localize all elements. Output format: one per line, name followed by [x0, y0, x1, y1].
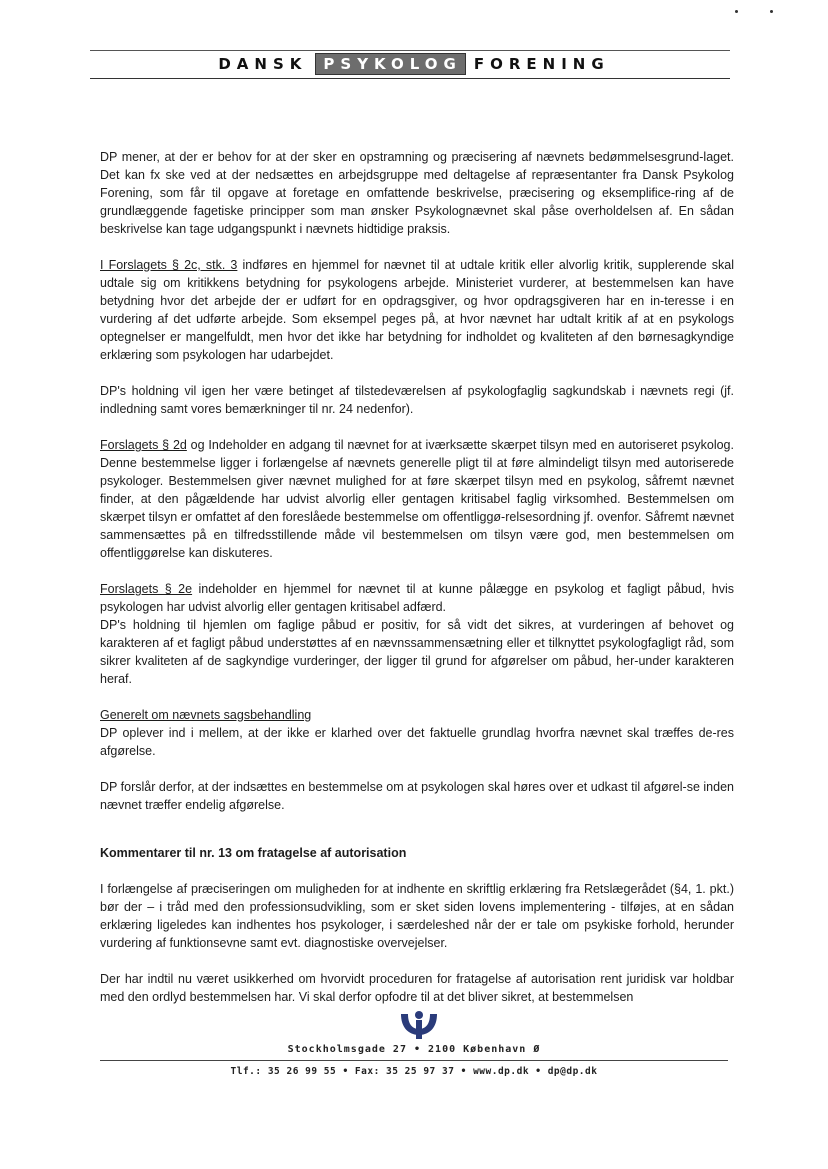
letterhead-middle: PSYKOLOG — [315, 53, 465, 75]
paragraph — [100, 436, 734, 562]
paragraph-text: og Indeholder en adgang til nævnet for at iværksætte skærpet tilsyn med en autoriseret psykolog. Denne bestemmelse ligger i forlængelse af nævnets generelle pligt til at føre almindeligt tilsyn med autoriserede psykologer. Bestemmelsen giver nævnet mulighed for at føre skærpet tilsyn med en psykolog, såfremt nævnet finder, at den pågældende har udvist alvorlig eller gentagen kritisabel faglig virksomhed. Bestemmelsen om skærpet tilsyn er omfattet af den foreslåede bestemmelse om offentliggø-relsesordning jf. ovenfor. Såfremt nævnet sammensættes på en tilfredsstillende måde vil bestemmelsen om tilsyn være god, men bestemmelsen om offentliggørelse kan diskuteres. — [100, 438, 734, 560]
footer-contact: Tlf.: 35 26 99 55 • Fax: 35 25 97 37 • www.dp.dk • dp@dp.dk — [230, 1066, 598, 1077]
dp-psi-logo-icon — [397, 1010, 441, 1040]
law-reference: Forslagets § 2d — [100, 438, 187, 452]
section-heading: Kommentarer til nr. 13 om fratagelse af autorisation — [100, 846, 407, 860]
letterhead — [0, 52, 828, 76]
footer-address: Stockholmsgade 27 • 2100 København Ø — [287, 1044, 541, 1055]
paragraph-text: indeholder en hjemmel for nævnet til at kunne pålægge en psykolog et fagligt påbud, hvis psykologen har udvist alvorlig eller gentagen kritisabel adfærd. — [100, 582, 734, 614]
paragraph — [100, 256, 734, 364]
paragraph: DP's holdning vil igen her være betinget af tilstedeværelsen af psykologfaglig sagkundskab i nævnets regi (jf. indledning samt vores bemærkninger til nr. 24 nedenfor). — [100, 384, 734, 416]
scan-speck — [770, 10, 773, 13]
paragraph: DP's holdning til hjemlen om faglige påbud er positiv, for så vidt det sikres, at vurderingen af behovet og karakteren af et fagligt påbud understøttes af en nævnssammensætning eller et tilknyttet psykologfagligt råd, som sikrer kvaliteten af de sagkyndige vurderinger, der ligger til grund for afgørelser om påbud, her-under karakteren heraf. — [100, 618, 734, 686]
letterhead-right: FORENING — [473, 55, 610, 73]
letterhead-left: DANSK — [218, 55, 308, 73]
paragraph: I forlængelse af præciseringen om muligheden for at indhente en skriftlig erklæring fra Retslægerådet (§4, 1. pkt.) bør der – i tråd med den professionsudvikling, som er sket siden lovens implementering - tilføjes, at en sådan erklæring ligeledes kan indhentes hos psykologer, i særdeleshed når der er tale om psykiske forhold, herunder vurdering af funktionsevne samt evt. diagnostiske overvejelser. — [100, 882, 734, 950]
scan-speck — [735, 10, 738, 13]
header-bottom-rule — [90, 78, 730, 79]
paragraph-text: indføres en hjemmel for nævnet til at udtale kritik eller alvorlig kritik, supplerende skal udtale sig om kritikkens betydning for psykologens arbejde. Ministeriet vurderer, at bestemmelsen kan have betydning hvor det arbejde der er udført for en opdragsgiver, og hvor opdragsgiveren har en in-teresse i en vurdering af det udførte arbejde. Som eksempel peges på, at hvor nævnet har udtalt kritik af at en psykologs optegnelser er mangelfuldt, men hvor det ikke har betydning for indholdet og kvaliteten af den børnesagkyndige erklæring som psykologen har udarbejdet. — [100, 258, 735, 362]
paragraph: DP oplever ind i mellem, at der ikke er klarhed over det faktuelle grundlag hvorfra nævnet skal træffes de-res afgørelse. — [100, 726, 734, 758]
header-top-rule — [90, 50, 730, 51]
footer-rule — [100, 1060, 728, 1061]
letter-body — [100, 148, 734, 1024]
law-reference: Forslagets § 2e — [100, 582, 193, 596]
section-subheading: Generelt om nævnets sagsbehandling — [100, 708, 312, 722]
paragraph: DP forslår derfor, at der indsættes en bestemmelse om at psykologen skal høres over et udkast til afgørel-se inden nævnet træffer endelig afgørelse. — [100, 780, 734, 812]
paragraph: DP mener, at der er behov for at der sker en opstramning og præcisering af nævnets bedømmelsesgrund-laget. Det kan fx ske ved at der nedsættes en arbejdsgruppe med deltagelse af repræsentanter fra Dansk Psykolog Forening, som får til opgave at foretage en omfattende beskrivelse, præcisering og eksemplifice-ring af de grundlæggende fagetiske principper som man ønsker Psykolognævnet skal påse overholdelsen af. En sådan beskrivelse kan tage udgangspunkt i nævnets hidtidige praksis. — [100, 150, 734, 236]
paragraph — [100, 580, 734, 616]
paragraph: Der har indtil nu været usikkerhed om hvorvidt proceduren for fratagelse af autorisation rent juridisk var holdbar med den ordlyd bestemmelsen har. Vi skal derfor opfodre til at det bliver sikret, at bestemmelsen — [100, 972, 734, 1004]
law-reference: I Forslagets § 2c, stk. 3 — [100, 258, 238, 272]
